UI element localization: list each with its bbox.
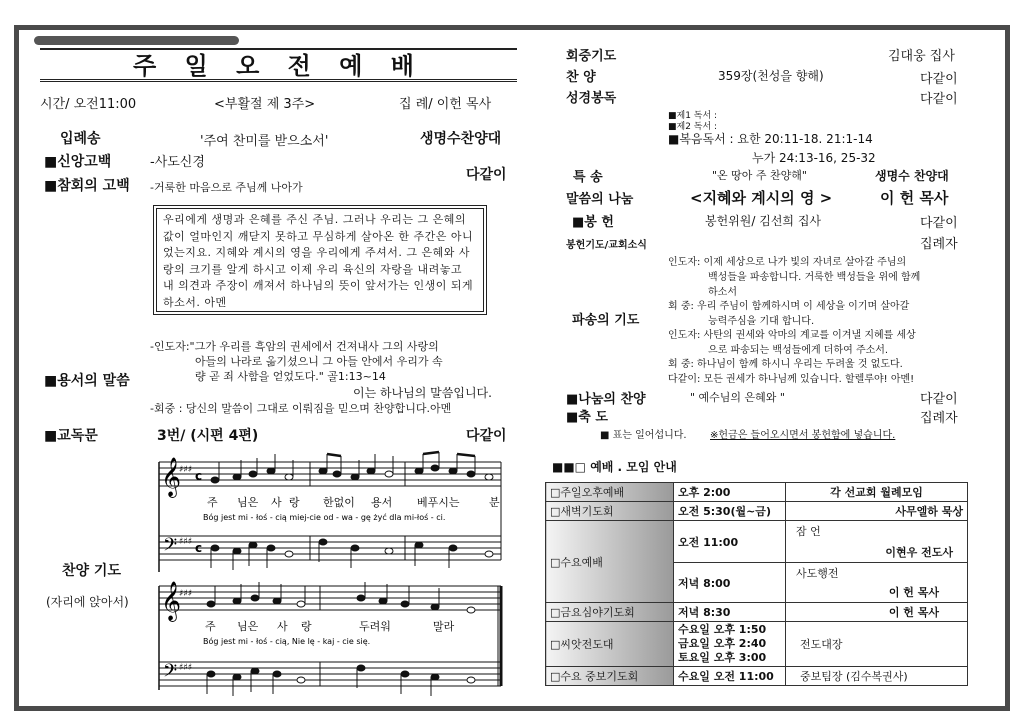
prayer-label: 회중기도 [566, 49, 617, 64]
hymn-prayer-sub: (자리에 앉아서) [46, 595, 129, 609]
procession-label: 입례송 [60, 131, 101, 147]
sending-leader-5: 으로 파송되는 백성들에게 더하여 주소서. [708, 345, 889, 356]
creed-text: -사도신경 [150, 155, 205, 170]
svg-text:♯♯♯: ♯♯♯ [179, 663, 193, 673]
sermon-label: 말씀의 나눔 [566, 192, 634, 207]
svg-text:베푸시는: 베푸시는 [417, 496, 460, 509]
gospel-reading: ■복음독서 : 요한 20:11-18. 21:1-14 [668, 132, 873, 146]
svg-text:한없이: 한없이 [323, 496, 355, 509]
absolution-leader-2: 아들의 나라로 옮기셨으니 그 아들 안에서 우리가 속 [195, 355, 443, 368]
second-reading: ■제2 독서 : [668, 122, 718, 132]
sending-all: 다같이: 모든 권세가 하나님께 있습니다. 할렐루야! 아멘! [668, 374, 915, 385]
sending-leader-3: 하소서 [708, 287, 737, 298]
sending-leader-1: 인도자: 이제 세상으로 나가 빛의 자녀로 살아갈 주님의 [668, 257, 907, 268]
offering-text: 봉헌위원/ 김선희 집사 [705, 214, 822, 228]
sending-leader-4: 인도자: 사탄의 권세와 악마의 계교를 이겨낼 지혜를 세상 [668, 330, 916, 341]
footnote-offering: ※헌금은 들어오시면서 봉헌함에 넣습니다. [710, 430, 896, 441]
music-system-2 [159, 581, 501, 696]
svg-text:님은: 님은 [237, 496, 259, 509]
svg-text:랑: 랑 [289, 496, 300, 509]
svg-text:𝄞: 𝄞 [161, 581, 182, 621]
responsive-label: ■교독문 [44, 428, 98, 444]
table-row: □수요예배 오전 11:00 잠 언 이현우 전도사 [546, 521, 968, 563]
sheet-music [155, 450, 505, 705]
absolution-leader-3: 량 곧 죄 사함을 얻었도다." 골1:13~14 [195, 370, 386, 383]
svg-text:c: c [195, 541, 203, 555]
special-title: "온 땅아 주 찬양해" [712, 169, 807, 182]
svg-text:사: 사 [277, 620, 288, 633]
lyrics-ko-2 [205, 619, 455, 633]
footnote-stand: ■ 표는 일어섭니다. [600, 430, 687, 441]
presider: 집 례/ 이헌 목사 [399, 97, 492, 112]
svg-text:♯♯♯: ♯♯♯ [179, 589, 193, 599]
table-row: □씨앗전도대 수요일 오후 1:50 금요일 오후 2:40 토요일 오후 3:00 전도대장 [546, 622, 968, 667]
closing-hymn-title: " 예수님의 은혜와 " [690, 391, 785, 404]
table-row: 저녁 8:00 사도행전 이 헌 목사 [546, 563, 968, 603]
svg-text:주: 주 [205, 620, 216, 633]
svg-text:♯♯♯: ♯♯♯ [179, 465, 193, 475]
praise-who: 다같이 [920, 72, 958, 87]
offering-prayer-who: 집례자 [920, 237, 958, 252]
absolution-label: ■용서의 말씀 [44, 373, 130, 389]
praise-label: 찬 양 [566, 70, 596, 85]
sending-congregation-2: 능력주심을 기대 합니다. [708, 316, 815, 327]
praise-title: 359장(천성을 향해) [718, 69, 824, 83]
closing-hymn-who: 다같이 [920, 392, 958, 407]
benediction-who: 집례자 [920, 411, 958, 426]
sending-leader-2: 백성들을 파송합니다. 거룩한 백성들을 위에 함께 [708, 272, 921, 283]
offering-label: ■봉 헌 [572, 215, 614, 230]
offering-prayer-label: 봉헌기도/교회소식 [566, 240, 647, 251]
first-reading: ■제1 독서 : [668, 111, 718, 121]
absolution-leader-4: 이는 하나님의 말씀입니다. [353, 386, 492, 400]
responsive-text: 3번/ (시편 4편) [157, 428, 259, 444]
svg-text:♯♯♯: ♯♯♯ [179, 537, 193, 547]
hymn-prayer-label: 찬양 기도 [62, 563, 121, 579]
bass-clef-icon: 𝄢 [163, 535, 178, 560]
lyrics-pl-1: Bóg jest mi - łoś - cią miej-cie od - wa - gę żyć dla mi-łoś - ci. [203, 513, 446, 522]
sending-label: 파송의 기도 [572, 313, 640, 328]
church-week: <부활절 제 3주> [214, 97, 316, 112]
svg-text:c: c [195, 469, 203, 483]
svg-text:용서: 용서 [371, 496, 393, 509]
prayer-who: 김대웅 집사 [888, 49, 955, 64]
sending-congregation-3: 회 중: 하나님이 함께 하시니 우리는 두려울 것 없도다. [668, 359, 903, 370]
table-row: □금요심야기도회 저녁 8:30 이 헌 목사 [546, 603, 968, 622]
table-row: □주일오후예배 오후 2:00 각 선교회 월례모임 [546, 483, 968, 502]
benediction-label: ■축 도 [566, 410, 608, 425]
table-row: □수요 중보기도회 수요일 오전 11:00 중보팀장 (김수복권사) [546, 667, 968, 686]
svg-text:주: 주 [207, 496, 218, 509]
offering-who: 다같이 [920, 216, 958, 231]
responsive-who: 다같이 [466, 428, 507, 444]
music-system-1 [159, 452, 501, 572]
absolution-leader-1: -인도자:"그가 우리를 흑암의 권세에서 건져내사 그의 사랑의 [150, 340, 439, 353]
svg-text:𝄢: 𝄢 [163, 661, 178, 686]
guide-title: ■■□ 예배 . 모임 안내 [552, 460, 677, 474]
creed-label: ■신앙고백 [44, 154, 112, 170]
confession-label: ■참회의 고백 [44, 178, 130, 194]
svg-text:두려워: 두려워 [359, 620, 391, 633]
creed-who: 다같이 [466, 167, 507, 183]
sermon-who: 이 헌 목사 [880, 189, 949, 207]
special-label: 특 송 [573, 170, 603, 185]
lyrics-pl-2: Bóg jest mi - łoś - cią, Nie lę - kaj - cie się. [203, 637, 371, 646]
confession-text: -거룩한 마음으로 주님께 나아가 [150, 181, 303, 194]
procession-who: 생명수찬양대 [420, 131, 502, 147]
gospel-reading-2: 누가 24:13-16, 25-32 [752, 151, 876, 165]
schedule-table [545, 482, 968, 686]
closing-hymn-label: ■나눔의 찬양 [566, 392, 646, 407]
service-title: 주 일 오 전 예 배 [40, 48, 517, 82]
scripture-who: 다같이 [920, 92, 958, 107]
svg-text:분: 분 [489, 496, 500, 509]
confession-prayer-box: 우리에게 생명과 은혜를 주신 주님. 그러나 우리는 그 은혜의 값이 얼마인지 깨닫지 못하고 무심하게 살아온 한 주간은 아니었는지요. 지혜와 계시의 영을 우리에게 주셔서. 그 은혜와 사랑의 크기를 알게 하시고 이제 우리 육신의 자랑을 내려놓고 내 의견과 주장이 깨져서 하나님의 뜻이 앞서가는 인생이 되게 하소서. 아멘 [156, 208, 484, 312]
service-time: 시간/ 오전11:00 [40, 97, 137, 112]
svg-text:사: 사 [271, 496, 282, 509]
svg-text:님은: 님은 [237, 620, 259, 633]
procession-title: '주여 찬미를 받으소서' [200, 134, 329, 149]
svg-text:말라: 말라 [433, 620, 455, 633]
absolution-response: -회중 : 당신의 말씀이 그대로 이뤄짐을 믿으며 찬양합니다.아멘 [150, 402, 452, 415]
decorative-bar [34, 36, 239, 45]
svg-text:랑: 랑 [301, 620, 312, 633]
sermon-title: <지혜와 계시의 영 > [690, 189, 833, 207]
treble-clef-icon: 𝄞 [161, 457, 182, 497]
scripture-label: 성경봉독 [566, 91, 617, 106]
table-row: □새벽기도회 오전 5:30(월~금) 사무엘하 묵상 [546, 502, 968, 521]
lyrics-ko-1 [207, 495, 500, 509]
special-who: 생명수 찬양대 [875, 169, 949, 183]
sending-congregation-1: 회 중: 우리 주님이 함께하시며 이 세상을 이기며 살아갈 [668, 301, 910, 312]
